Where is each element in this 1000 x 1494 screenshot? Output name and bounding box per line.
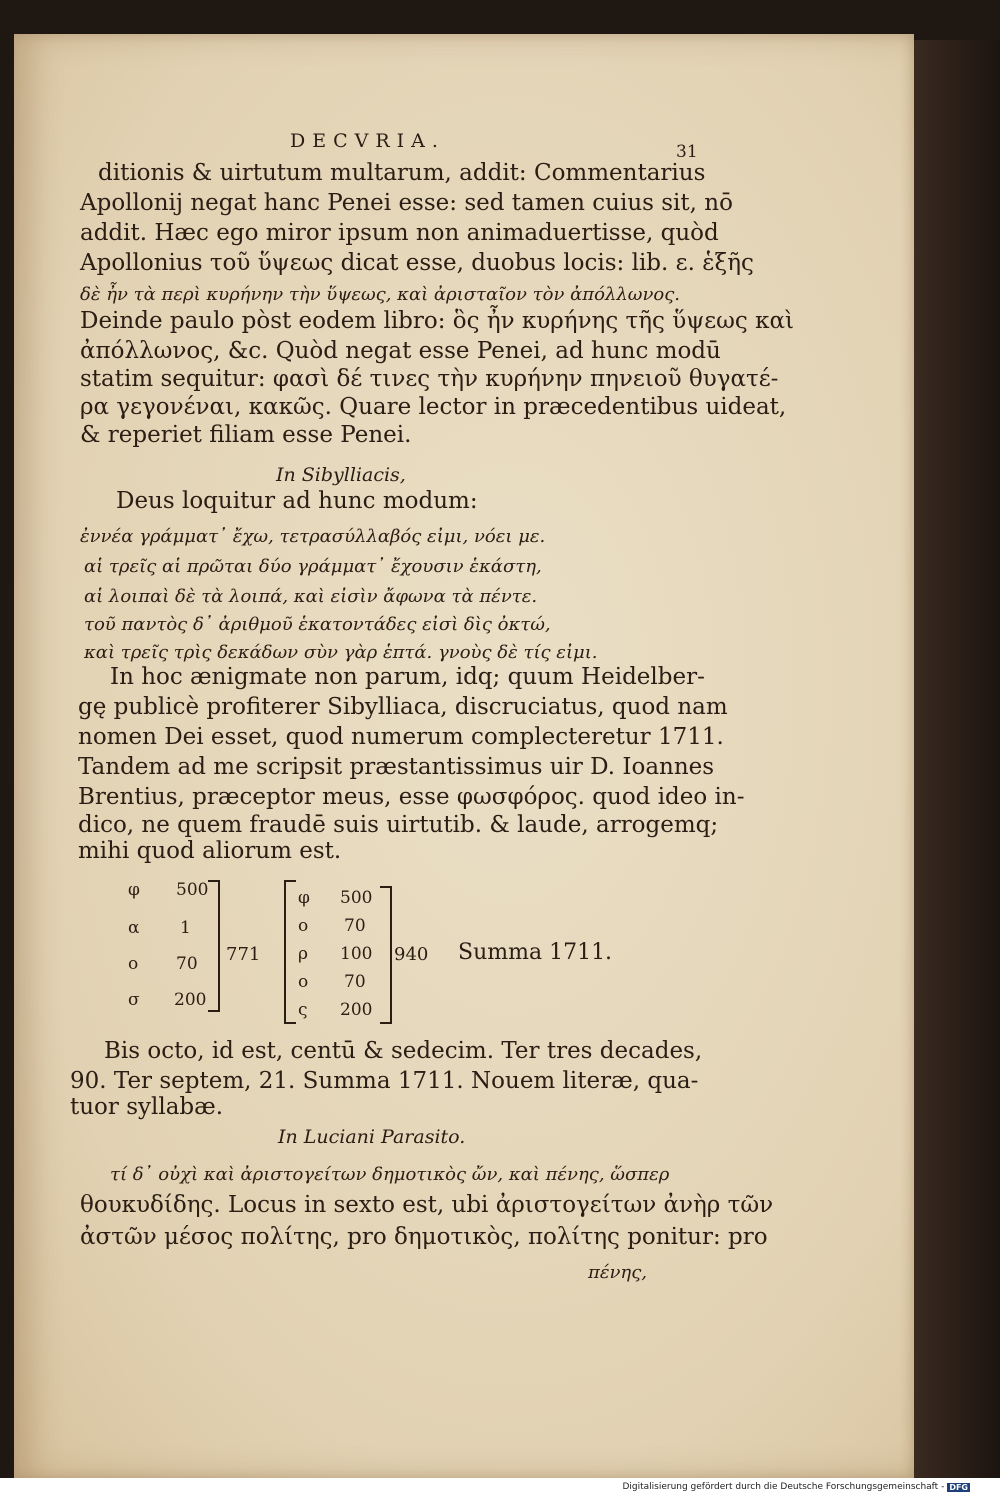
table-value: 500: [340, 888, 373, 908]
middle-bracket: [284, 880, 296, 1024]
verse-line: αἱ λοιπαὶ δὲ τὰ λοιπά, καὶ εἰσὶν ἄφωνα τὰ πέντε.: [84, 586, 538, 607]
table-letter: ο: [128, 954, 139, 974]
page-number: 31: [676, 142, 698, 162]
text-line: In hoc ænigmate non parum, idq; quum Heidelber-: [110, 664, 705, 690]
text-line: Apollonius τοῦ ὕψεως dicat esse, duobus locis: lib. ε. ἑξῆς: [80, 250, 754, 276]
verse-line: καὶ τρεῖς τρὶς δεκάδων σὺν γὰρ ἑπτά. γνοὺς δὲ τίς εἰμι.: [84, 642, 598, 663]
table-letter: φ: [128, 880, 140, 900]
text-line: mihi quod aliorum est.: [78, 838, 342, 864]
right-sum: 940: [394, 944, 429, 965]
table-value: 500: [176, 880, 209, 900]
text-line: tuor syllabæ.: [70, 1094, 224, 1120]
book-edge: [914, 40, 1000, 1478]
table-value: 100: [340, 944, 373, 964]
left-bracket: [208, 880, 220, 1012]
dfg-logo: DFG: [949, 1482, 968, 1492]
table-value: 200: [340, 1000, 373, 1020]
text-line: dico, ne quem fraudē suis uirtutib. & laude, arrogemq;: [78, 812, 719, 838]
text-line: ἀστῶν μέσος πολίτης, pro δημοτικὸς, πολίτης ponitur: pro: [80, 1224, 768, 1250]
summa-label: Summa 1711.: [458, 940, 613, 965]
text-line: & reperiet filiam esse Penei.: [80, 422, 412, 448]
table-letter: ο: [298, 916, 309, 936]
greek-line: τί δ᾽ οὐχὶ καὶ ἀριστογείτων δημοτικὸς ὤν, καὶ πένης, ὥσπερ: [110, 1164, 670, 1185]
text-line: ρα γεγονέναι, κακῶς. Quare lector in præcedentibus uideat,: [80, 394, 787, 420]
right-bracket: [380, 886, 392, 1024]
table-letter: φ: [298, 888, 310, 908]
verse-line: τοῦ παντὸς δ᾽ ἀριθμοῦ ἑκατοντάδες εἰσὶ δὶς ὀκτώ,: [84, 614, 551, 635]
table-letter: ο: [298, 972, 309, 992]
sibyll-intro: Deus loquitur ad hunc modum:: [116, 488, 478, 514]
catchword: πένης,: [588, 1262, 648, 1283]
text-line: addit. Hæc ego miror ipsum non animaduertisse, quòd: [80, 220, 719, 246]
table-letter: ς: [298, 1000, 308, 1020]
section-heading-lucian: In Luciani Parasito.: [278, 1126, 466, 1148]
footer-credit: [622, 1482, 970, 1492]
text-line: Apollonij negat hanc Penei esse: sed tamen cuius sit, nō: [80, 190, 733, 216]
text-line: 90. Ter septem, 21. Summa 1711. Nouem literæ, qua-: [70, 1068, 699, 1094]
table-value: 200: [174, 990, 207, 1010]
text-line: statim sequitur: φασὶ δέ τινες τὴν κυρήνην πηνειοῦ θυγατέ-: [80, 366, 779, 392]
table-letter: ρ: [298, 944, 308, 964]
table-letter: σ: [128, 990, 140, 1010]
running-head: DECVRIA.: [290, 130, 445, 152]
text-line: Deinde paulo pòst eodem libro: ὃς ἦν κυρήνης τῆς ὕψεως καὶ: [80, 308, 795, 334]
section-heading-sibyll: In Sibylliacis,: [276, 464, 406, 486]
text-line: nomen Dei esset, quod numerum complecteretur 1711.: [78, 724, 724, 750]
text-line: ἀπόλλωνος, &c. Quòd negat esse Penei, ad hunc modū: [80, 338, 721, 364]
table-value: 1: [180, 918, 191, 938]
verse-line: ἐννέα γράμματ᾽ ἔχω, τετρασύλλαβός εἰμι, νόει με.: [80, 526, 546, 547]
text-line: Tandem ad me scripsit præstantissimus uir D. Ioannes: [78, 754, 715, 780]
greek-line: δὲ ἦν τὰ περὶ κυρήνην τὴν ὕψεως, καὶ ἀρισταῖον τὸν ἀπόλλωνος.: [80, 284, 681, 305]
text-line: Bis octo, id est, centū & sedecim. Ter tres decades,: [104, 1038, 703, 1064]
text-line: gę publicè profiterer Sibylliaca, discruciatus, quod nam: [78, 694, 728, 720]
table-value: 70: [344, 972, 366, 992]
text-line: ditionis & uirtutum multarum, addit: Commentarius: [98, 160, 706, 186]
text-line: Brentius, præceptor meus, esse φωσφόρος. quod ideo in-: [78, 784, 745, 810]
table-value: 70: [176, 954, 198, 974]
left-sum: 771: [226, 944, 261, 965]
text-line: θουκυδίδης. Locus in sexto est, ubi ἀριστογείτων ἀνὴρ τῶν: [80, 1192, 774, 1218]
verse-line: αἱ τρεῖς αἱ πρῶται δύο γράμματ᾽ ἔχουσιν ἑκάστη,: [84, 556, 542, 577]
footer-text: Digitalisierung gefördert durch die Deutsche Forschungsgemeinschaft -: [622, 1482, 945, 1492]
table-value: 70: [344, 916, 366, 936]
table-letter: α: [128, 918, 140, 938]
